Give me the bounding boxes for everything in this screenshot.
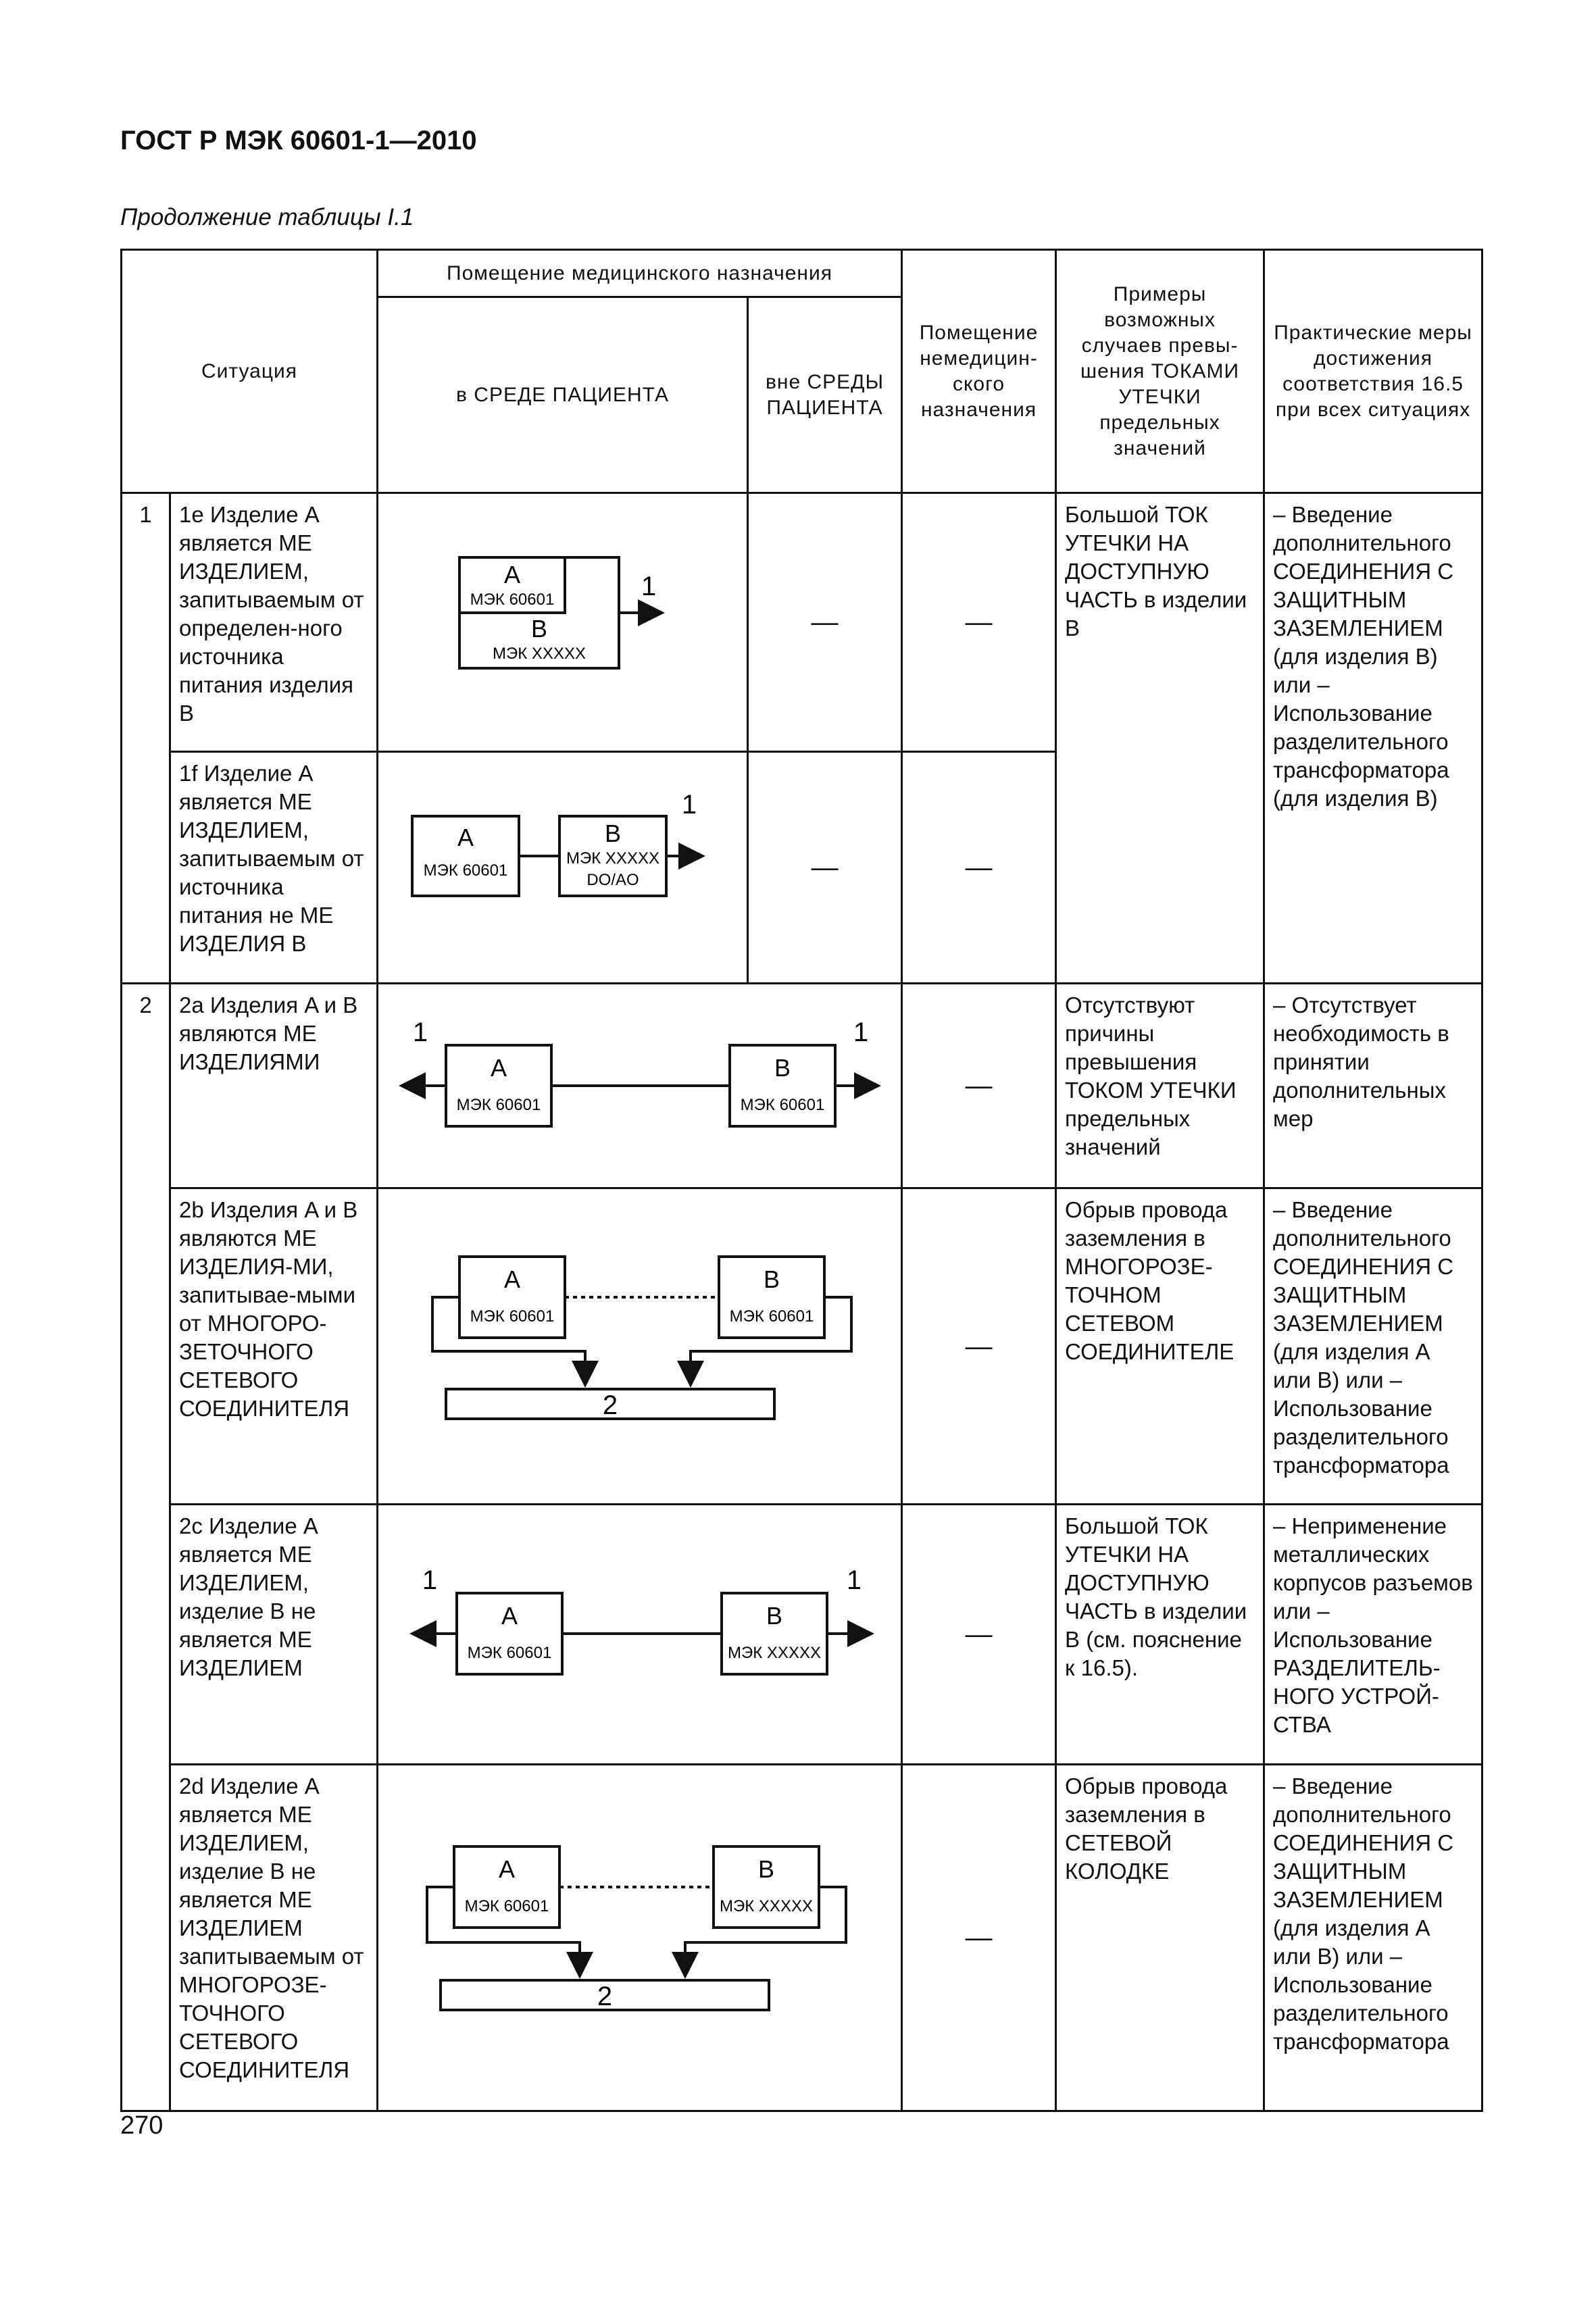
svg-text:МЭК 60601: МЭК 60601 bbox=[456, 1096, 541, 1114]
svg-text:1: 1 bbox=[422, 1565, 438, 1595]
svg-text:1: 1 bbox=[846, 1565, 862, 1595]
svg-text:B: B bbox=[531, 615, 548, 643]
svg-text:A: A bbox=[491, 1054, 507, 1082]
example-cell: Отсутствуют причины превышения ТОКОМ УТЕЧКИ предельных значений bbox=[1056, 984, 1264, 1188]
measures-cell: – Введение дополнительного СОЕДИНЕНИЯ С ЗАЩИТНЫМ ЗАЗЕМЛЕНИЕМ (для изделия B) или – Использование разделительного трансформатора (для изделия B) bbox=[1264, 493, 1482, 984]
situation-cell: 2b Изделия A и B являются МЕ ИЗДЕЛИЯ-МИ, запитывае-мыми от МНОГОРО-ЗЕТОЧНОГО СЕТЕВОГО СОЕДИНИТЕЛЯ bbox=[170, 1188, 378, 1505]
svg-text:1: 1 bbox=[641, 572, 657, 601]
non-medical-dash: — bbox=[902, 984, 1056, 1188]
outside-patient-env-dash: — bbox=[748, 493, 902, 752]
non-medical-dash: — bbox=[902, 1765, 1056, 2111]
leakage-situations-table bbox=[120, 249, 1483, 2112]
header-examples: Примеры возможных случаев превы-шения ТОКАМИ УТЕЧКИ предельных значений bbox=[1056, 250, 1264, 493]
diagram-2d bbox=[378, 1765, 902, 2111]
svg-text:DO/AO: DO/AO bbox=[587, 871, 639, 889]
page-number: 270 bbox=[120, 2111, 164, 2140]
svg-text:A: A bbox=[457, 824, 474, 851]
svg-text:B: B bbox=[766, 1602, 783, 1630]
diagram-2d-svg bbox=[378, 1765, 903, 2103]
svg-text:B: B bbox=[605, 820, 622, 847]
diagram-1e bbox=[378, 493, 748, 752]
measures-cell: – Отсутствует необходимость в принятии дополнительных мер bbox=[1264, 984, 1482, 1188]
svg-text:2: 2 bbox=[597, 1982, 613, 2011]
header-medical-room: Помещение медицинского назначения bbox=[378, 250, 902, 297]
document-header: ГОСТ Р МЭК 60601-1—2010 bbox=[120, 126, 477, 155]
situation-cell: 1e Изделие A является МЕ ИЗДЕЛИЕМ, запитываемым от определен-ного источника питания изделия B bbox=[170, 493, 378, 752]
non-medical-dash: — bbox=[902, 752, 1056, 984]
svg-text:МЭК 60601: МЭК 60601 bbox=[729, 1307, 814, 1326]
table-continuation-caption: Продолжение таблицы I.1 bbox=[120, 204, 414, 230]
diagram-2a bbox=[378, 984, 902, 1188]
situation-cell: 2a Изделия A и B являются МЕ ИЗДЕЛИЯМИ bbox=[170, 984, 378, 1188]
example-cell: Обрыв провода заземления в МНОГОРОЗЕ-ТОЧНОМ СЕТЕВОМ СОЕДИНИТЕЛЕ bbox=[1056, 1188, 1264, 1505]
svg-text:A: A bbox=[499, 1855, 516, 1883]
outside-patient-env-dash: — bbox=[748, 752, 902, 984]
non-medical-dash: — bbox=[902, 493, 1056, 752]
svg-text:МЭК 60601: МЭК 60601 bbox=[470, 590, 555, 609]
svg-text:МЭК 60601: МЭК 60601 bbox=[467, 1644, 552, 1662]
header-non-medical-room: Помещение немедицин-ского назначения bbox=[902, 250, 1056, 493]
svg-text:МЭК 60601: МЭК 60601 bbox=[423, 861, 508, 880]
example-cell: Большой ТОК УТЕЧКИ НА ДОСТУПНУЮ ЧАСТЬ в изделии B bbox=[1056, 493, 1264, 984]
diagram-2b-svg bbox=[378, 1189, 903, 1496]
header-situation: Ситуация bbox=[122, 250, 378, 493]
svg-text:A: A bbox=[504, 561, 521, 588]
measures-cell: – Введение дополнительного СОЕДИНЕНИЯ С ЗАЩИТНЫМ ЗАЗЕМЛЕНИЕМ (для изделия A или B) или – Использование разделительного трансформатора bbox=[1264, 1188, 1482, 1505]
diagram-2c bbox=[378, 1505, 902, 1765]
svg-text:МЭК 60601: МЭК 60601 bbox=[464, 1897, 549, 1915]
situation-cell: 2d Изделие A является МЕ ИЗДЕЛИЕМ, изделие B не является МЕ ИЗДЕЛИЕМ запитываемым от МНОГОРОЗЕ-ТОЧНОГО СЕТЕВОГО СОЕДИНИТЕЛЯ bbox=[170, 1765, 378, 2111]
svg-text:A: A bbox=[504, 1265, 521, 1293]
header-outside-patient-env: вне СРЕДЫ ПАЦИЕНТА bbox=[748, 297, 902, 493]
diagram-1f bbox=[378, 752, 748, 984]
svg-text:1: 1 bbox=[681, 790, 697, 820]
svg-text:МЭК XXXXX: МЭК XXXXX bbox=[566, 849, 659, 867]
diagram-1e-svg bbox=[378, 494, 749, 744]
svg-text:2: 2 bbox=[602, 1390, 618, 1420]
svg-text:МЭК XXXXX: МЭК XXXXX bbox=[728, 1644, 821, 1662]
svg-text:B: B bbox=[758, 1855, 775, 1883]
non-medical-dash: — bbox=[902, 1505, 1056, 1765]
measures-cell: – Неприменение металлических корпусов разъемов или – Использование РАЗДЕЛИТЕЛЬ-НОГО УСТРОЙ-СТВА bbox=[1264, 1505, 1482, 1765]
diagram-2c-svg bbox=[378, 1505, 903, 1757]
diagram-2a-svg bbox=[378, 984, 903, 1180]
diagram-2b bbox=[378, 1188, 902, 1505]
svg-text:МЭК XXXXX: МЭК XXXXX bbox=[493, 645, 586, 663]
group-number: 1 bbox=[122, 493, 170, 984]
header-patient-env: в СРЕДЕ ПАЦИЕНТА bbox=[378, 297, 748, 493]
situation-cell: 1f Изделие A является МЕ ИЗДЕЛИЕМ, запитываемым от источника питания не МЕ ИЗДЕЛИЯ B bbox=[170, 752, 378, 984]
svg-text:B: B bbox=[774, 1054, 791, 1082]
non-medical-dash: — bbox=[902, 1188, 1056, 1505]
example-cell: Большой ТОК УТЕЧКИ НА ДОСТУПНУЮ ЧАСТЬ в изделии B (см. пояснение к 16.5). bbox=[1056, 1505, 1264, 1765]
svg-text:1: 1 bbox=[412, 1017, 428, 1047]
svg-text:A: A bbox=[501, 1602, 518, 1630]
svg-text:МЭК XXXXX: МЭК XXXXX bbox=[720, 1897, 813, 1915]
example-cell: Обрыв провода заземления в СЕТЕВОЙ КОЛОДКЕ bbox=[1056, 1765, 1264, 2111]
svg-text:МЭК 60601: МЭК 60601 bbox=[470, 1307, 555, 1326]
situation-cell: 2c Изделие A является МЕ ИЗДЕЛИЕМ, изделие B не является МЕ ИЗДЕЛИЕМ bbox=[170, 1505, 378, 1765]
group-number: 2 bbox=[122, 984, 170, 2111]
svg-text:1: 1 bbox=[853, 1017, 869, 1047]
diagram-1f-svg bbox=[378, 753, 749, 976]
svg-text:B: B bbox=[764, 1265, 780, 1293]
header-measures: Практические меры достижения соответствия 16.5 при всех ситуациях bbox=[1264, 250, 1482, 493]
svg-text:МЭК 60601: МЭК 60601 bbox=[740, 1096, 825, 1114]
measures-cell: – Введение дополнительного СОЕДИНЕНИЯ С ЗАЩИТНЫМ ЗАЗЕМЛЕНИЕМ (для изделия A или B) или – Использование разделительного трансформатора bbox=[1264, 1765, 1482, 2111]
